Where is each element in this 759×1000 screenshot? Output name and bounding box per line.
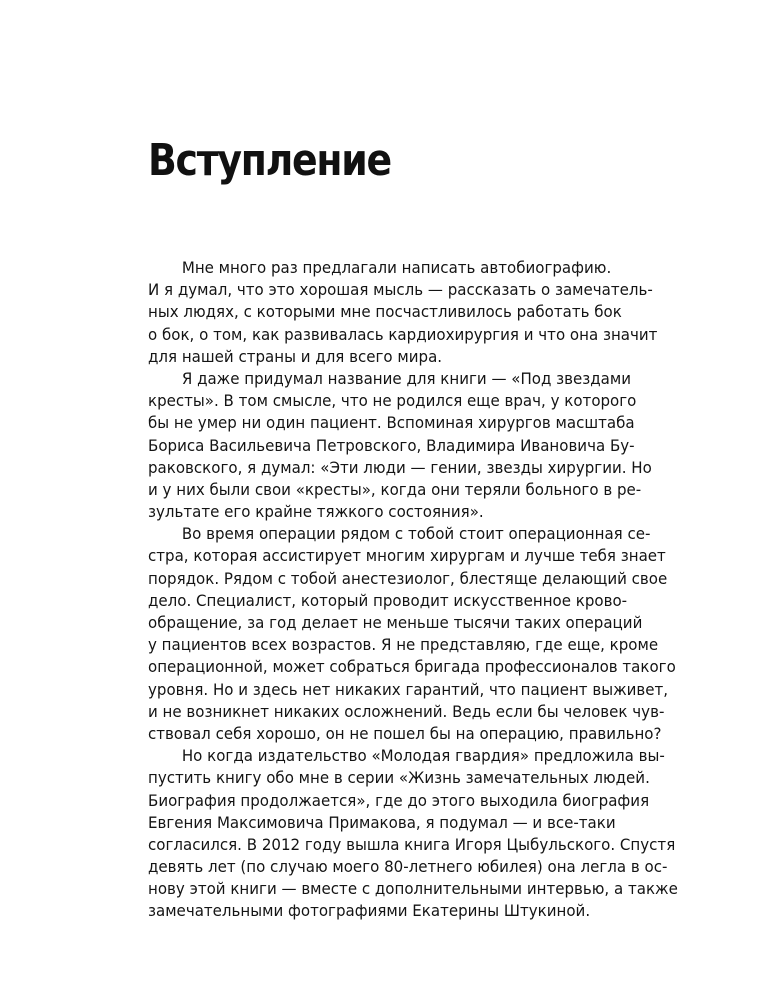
text-line: Мне много раз предлагали написать автобиографию.: [181, 258, 612, 277]
text-line: Я даже придумал название для книги — «Под звездами: [181, 368, 631, 388]
text-line: и не возникнет никаких осложнений. Ведь если бы человек чув-: [148, 701, 665, 721]
text-line: пустить книгу обо мне в серии «Жизнь замечательных людей.: [148, 768, 650, 788]
text-line: девять лет (по случаю моего 80-летнего юбилея) она легла в ос-: [148, 857, 668, 877]
text-line: бы не умер ни один пациент. Вспоминая хирургов масштаба: [148, 413, 635, 433]
text-line: ствовал себя хорошо, он не пошел бы на операцию, правильно?: [148, 723, 662, 743]
text-line: и у них были свои «кресты», когда они теряли больного в ре-: [148, 479, 642, 499]
text-line: уровня. Но и здесь нет никаких гарантий, что пациент выживет,: [148, 679, 669, 699]
text-line: Биография продолжается», где до этого выходила биография: [148, 790, 650, 810]
text-line: стра, которая ассистирует многим хирургам и лучше тебя знает: [148, 546, 666, 566]
chapter-body: [148, 257, 678, 923]
text-line: Евгения Максимовича Примакова, я подумал — и все-таки: [148, 812, 616, 832]
text-line: согласился. В 2012 году вышла книга Игоря Цыбульского. Спустя: [148, 834, 676, 854]
chapter-title: Вступление: [148, 135, 391, 186]
text-line: ных людях, с которыми мне посчастливилось работать бок: [148, 302, 622, 322]
text-line: у пациентов всех возрастов. Я не представляю, где еще, кроме: [148, 635, 659, 655]
text-line: кресты». В том смысле, что не родился еще врач, у которого: [148, 391, 637, 411]
text-line: о бок, о том, как развивалась кардиохирургия и что она значит: [148, 324, 658, 344]
text-line: Но когда издательство «Молодая гвардия» предложила вы-: [181, 746, 665, 766]
text-line: нову этой книги — вместе с дополнительными интервью, а также: [148, 879, 678, 899]
text-line: зультате его крайне тяжкого состояния».: [148, 502, 484, 522]
text-line: раковского, я думал: «Эти люди — гении, звезды хирургии. Но: [148, 457, 652, 477]
text-line: замечательными фотографиями Екатерины Штукиной.: [148, 901, 591, 921]
text-line: дело. Специалист, который проводит искусственное крово-: [148, 590, 628, 610]
text-line: порядок. Рядом с тобой анестезиолог, блестяще делающий свое: [148, 568, 668, 588]
text-line: для нашей страны и для всего мира.: [148, 346, 443, 366]
text-line: И я думал, что это хорошая мысль — рассказать о замечатель-: [148, 280, 653, 300]
text-line: Бориса Васильевича Петровского, Владимира Ивановича Бу-: [148, 435, 635, 455]
text-line: Во время операции рядом с тобой стоит операционная се-: [181, 524, 651, 544]
text-line: операционной, может собраться бригада профессионалов такого: [148, 657, 676, 677]
text-line: обращение, за год делает не меньше тысячи таких операций: [148, 613, 643, 632]
